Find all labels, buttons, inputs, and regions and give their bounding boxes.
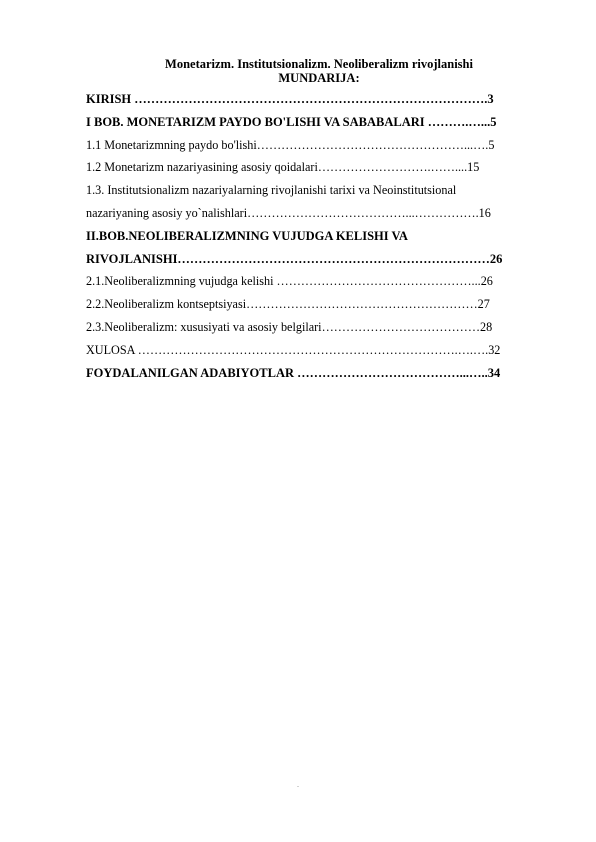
toc-entry-1-3-line-2[interactable]: nazariyaning asosiy yo`nalishlari…………………………………...…………….16 — [86, 205, 491, 220]
toc-entry-chapter-2-line-1[interactable]: II.BOB.NEOLIBERALIZMNING VUJUDGA KELISHI VA — [86, 228, 408, 243]
toc-entry-2-1[interactable]: 2.1.Neoliberalizmning vujudga kelishi …………………………………………...26 — [86, 274, 493, 289]
toc-entry-2-2[interactable]: 2.2.Neoliberalizm kontseptsiyasi…………………………………………………27 — [86, 297, 490, 312]
page-footer-mark: - — [297, 784, 299, 790]
toc-entry-2-3[interactable]: 2.3.Neoliberalizm: xususiyati va asosiy belgilari…………………………………28 — [86, 319, 493, 334]
table-of-contents — [86, 88, 552, 384]
toc-entry-chapter-2-line-2[interactable]: RIVOJLANISHI…………………………………………………………………26 — [86, 251, 503, 266]
toc-entry-1-3-line-1[interactable]: 1.3. Institutsionalizm nazariyalarning rivojlanishi tarixi va Neoinstitutsional — [86, 183, 457, 198]
toc-entry-references[interactable]: FOYDALANILGAN ADABIYOTLAR …………………………………...…..34 — [86, 365, 501, 380]
toc-entry-1-1[interactable]: 1.1 Monetarizmning paydo bo'lishi……………………………………………...….5 — [86, 137, 495, 152]
toc-entry-1-2[interactable]: 1.2 Monetarizm nazariyasining asosiy qoidalari……………………….……....15 — [86, 160, 480, 175]
toc-entry-kirish[interactable]: KIRISH ………………………………………………………………………….3 — [86, 92, 494, 106]
toc-entry-chapter-1[interactable]: I BOB. MONETARIZM PAYDO BO'LISHI VA SABABALARI ……….…...5 — [86, 114, 497, 129]
toc-entry-xulosa[interactable]: XULOSA …………………………………………………………………….….….32 — [86, 342, 501, 357]
document-title: Monetarizm. Institutsionalizm. Neoliberalizm rivojlanishi — [165, 57, 473, 71]
toc-heading: MUNDARIJA: — [278, 71, 360, 85]
